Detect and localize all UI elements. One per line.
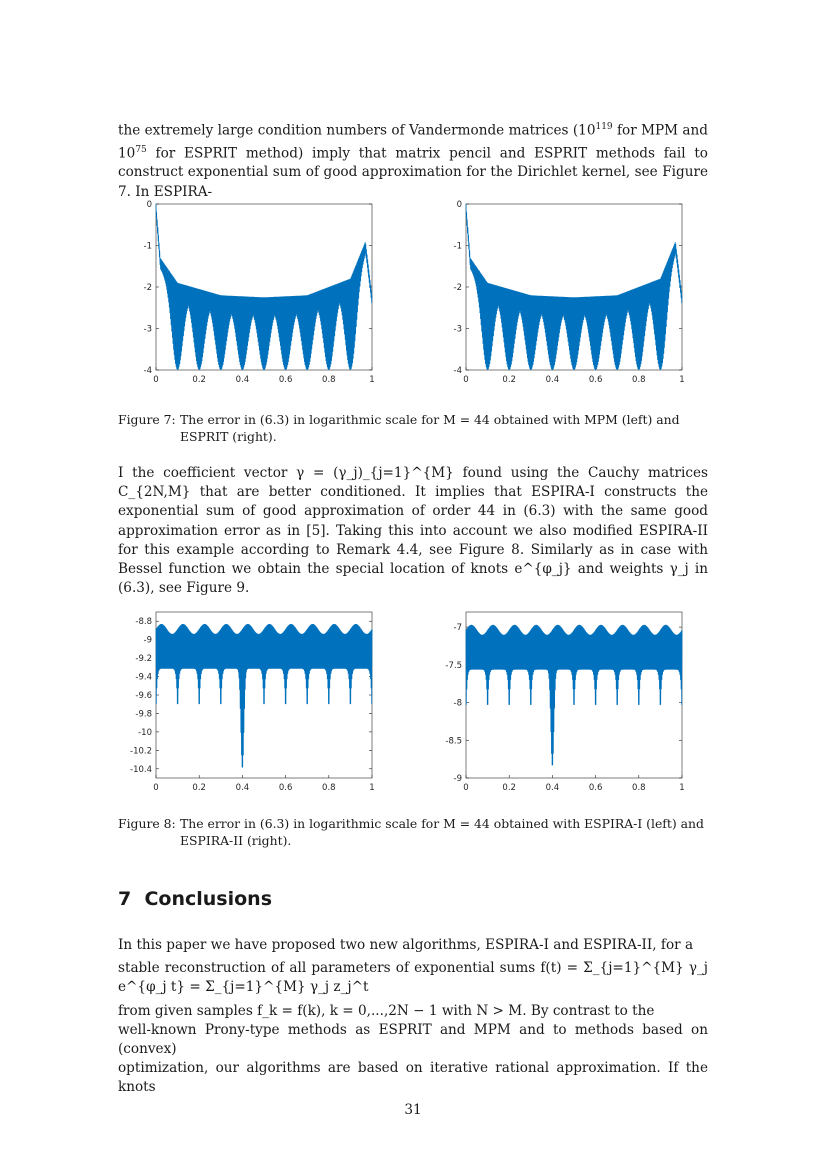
x-tick-label: 0.4 (545, 375, 560, 385)
y-tick-label: -10 (138, 727, 152, 738)
x-tick-label: 0.4 (235, 375, 250, 385)
x-tick-label: 0.8 (632, 783, 646, 793)
para3-line3: from given samples f_k = f(k), k = 0,...,2N − 1 with N > M. By contrast to the (118, 1002, 655, 1019)
para3-line4: well-known Prony-type methods as ESPRIT and MPM and to methods based on (convex) (118, 1021, 708, 1058)
figure-7-left-plot (118, 196, 388, 396)
para3-line1: In this paper we have proposed two new algorithms, ESPIRA-I and ESPIRA-II, for a (118, 937, 694, 953)
y-tick-label: -9.2 (135, 654, 152, 665)
y-tick-label: -7 (453, 623, 462, 634)
x-tick-label: 0.2 (192, 375, 206, 385)
y-tick-label: -9 (453, 774, 462, 784)
x-tick-label: 0.6 (588, 375, 603, 385)
y-tick-label: -9 (143, 635, 152, 646)
figure-7-caption (118, 412, 708, 445)
y-tick-label: -8 (453, 698, 462, 709)
para1-text-a: the extremely large condition numbers of Vandermonde matrices (10 (118, 122, 596, 139)
figure-8-left-plot (118, 604, 388, 804)
figure-8-caption-label: Figure 8: (118, 816, 176, 831)
section-number: 7 (118, 888, 132, 910)
y-tick-label: 0 (146, 200, 152, 210)
y-tick-label: -10.4 (130, 764, 152, 775)
y-tick-label: -3 (143, 324, 152, 335)
x-tick-label: 0 (153, 783, 159, 793)
figure-7-caption-line1: The error in (6.3) in logarithmic scale for M = 44 obtained with MPM (left) and (180, 412, 680, 427)
y-tick-label: -2 (143, 283, 152, 293)
section-title-text: Conclusions (144, 888, 273, 910)
y-tick-label: -1 (453, 241, 462, 252)
y-tick-label: -9.4 (135, 672, 152, 683)
x-tick-label: 1 (369, 375, 375, 385)
x-tick-label: 1 (679, 783, 685, 793)
x-tick-label: 0.2 (502, 375, 516, 385)
x-tick-label: 0.2 (192, 783, 206, 793)
y-tick-label: -8.8 (135, 617, 152, 628)
x-tick-label: 0.6 (588, 783, 603, 793)
section-heading (118, 888, 272, 910)
x-tick-label: 0.8 (322, 783, 336, 793)
para1-exponent-a: 119 (595, 122, 613, 132)
y-tick-label: -8.5 (445, 736, 462, 747)
para3-line2: stable reconstruction of all parameters of exponential sums f(t) = Σ_{j=1}^{M} γ_j e^{φ_j t} = Σ_{j=1}^{M} γ_j z_j^t (118, 960, 708, 996)
x-tick-label: 0.8 (322, 375, 336, 385)
x-tick-label: 0.8 (632, 375, 646, 385)
x-tick-label: 0.6 (278, 375, 293, 385)
figure-7-right-plot (428, 196, 698, 396)
para2-line1: I the coefficient vector γ = (γ_j)_{j=1}^{M} found using the Cauchy matrices C_{2N,M} that are (118, 465, 708, 501)
y-tick-label: -1 (143, 241, 152, 252)
figure-7-caption-line2: ESPRIT (right). (180, 428, 277, 444)
x-tick-label: 0 (463, 783, 469, 793)
x-tick-label: 0 (463, 375, 469, 385)
x-tick-label: 1 (369, 783, 375, 793)
paragraph-middle (118, 464, 708, 598)
x-tick-label: 0 (153, 375, 159, 385)
x-tick-label: 0.6 (278, 783, 293, 793)
x-tick-label: 0.4 (545, 783, 560, 793)
paragraph-conclusions (118, 936, 708, 1098)
y-tick-label: -9.8 (135, 709, 152, 720)
y-tick-label: -2 (453, 283, 462, 293)
figure-8-caption-line1: The error in (6.3) in logarithmic scale for M = 44 obtained with ESPIRA-I (left) and (180, 816, 704, 831)
para1-text-b: for MPM and 10 (118, 122, 708, 162)
x-tick-label: 1 (679, 375, 685, 385)
y-tick-label: -10.2 (130, 746, 152, 757)
x-tick-label: 0.4 (235, 783, 250, 793)
figure-8-caption-line2: ESPIRA-II (right). (180, 832, 292, 848)
y-tick-label: -3 (453, 324, 462, 335)
para1-text-c: for ESPRIT method) imply that matrix pencil and ESPRIT methods fail to construct exponential sum of good approximation for the Dirichlet kernel, see Figure 7. In ESPIRA- (118, 145, 708, 200)
x-tick-label: 0.2 (502, 783, 516, 793)
y-tick-label: -7.5 (445, 660, 462, 671)
y-tick-label: 0 (456, 200, 462, 210)
y-tick-label: -4 (143, 366, 152, 376)
figure-7-caption-label: Figure 7: (118, 412, 176, 427)
para3-line5: optimization, our algorithms are based on iterative rational approximation. If the knots (118, 1060, 708, 1096)
para1-exponent-b: 75 (135, 144, 147, 155)
page-number: 31 (404, 1102, 422, 1118)
y-tick-label: -9.6 (135, 691, 152, 701)
paragraph-top (118, 118, 708, 202)
para2-rest: better conditioned. It implies that ESPIRA-I constructs the exponential sum of good approximation of order 44 in (6.3) with the same good approximation error as in [5]. Taking this into account we also modified ESPIRA-II for this example according to Remark 4.4, see Figure 8. Similarly as in case with Bessel function we obtain the special location of knots e^{φ_j} and weights γ_j in (6.3), see Figure 9. (118, 484, 709, 597)
figure-8-caption (118, 816, 708, 849)
figure-8-right-plot (428, 604, 698, 804)
y-tick-label: -4 (453, 366, 462, 376)
